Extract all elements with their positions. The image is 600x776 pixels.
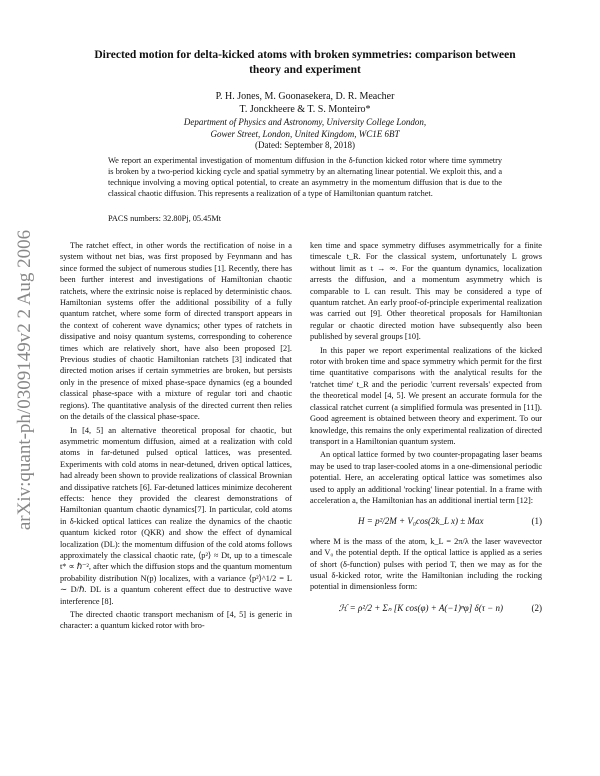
arxiv-sidebar [14, 170, 36, 590]
paper-title [70, 48, 540, 78]
affiliation-line-2: Gower Street, London, United Kingdom, WC1E 6BT [210, 129, 400, 139]
title-line-2: theory and experiment [249, 64, 361, 76]
equation-2-body: ℋ = ρ²/2 + Σₙ [K cos(φ) + A(−1)ⁿφ] δ(τ − n) [338, 602, 503, 613]
left-column [60, 240, 292, 634]
abstract: We report an experimental investigation of momentum diffusion in the δ-function kicked rotor where time symmetry is broken by a two-period kicking cycle and spatial symmetry by an alternating linear potential. We exploit this, and a technique involving a moving optical potential, to create an asymmetry in the momentum diffusion that is due to the classical chaotic diffusion. This represents a realization of a type of Hamiltonian quantum ratchet. [108, 156, 502, 198]
paragraph: where M is the mass of the atom, k_L = 2π/λ the laser wavevector and V₀ the potential depth. If the optical lattice is applied as a series of short (δ-function) pulses with period T, then we may as for the usual δ-kicked rotor, write the Hamiltonian including the rocking potential in dimensionless form: [310, 536, 542, 592]
equation-1-number: (1) [531, 516, 542, 527]
paragraph: An optical lattice formed by two counter-propagating laser beams may be used to trap laser-cooled atoms in a one-dimensional periodic potential. Here, an accelerating optical lattice was sometimes also used to apply an additional 'rocking' linear potential. In a frame with acceleration a, the Hamiltonian has an additional inertial term [12]: [310, 450, 542, 505]
paragraph: The directed chaotic transport mechanism of [4, 5] is generic in character: a quantum kicked rotor with bro- [60, 610, 292, 631]
paragraph: ken time and space symmetry diffuses asymmetrically for a finite timescale t_R. For the classical system, unfortunately L grows without limit as t → ∞. For the quantum dynamics, localization arrests the diffusion, and a momentum asymmetry which is comparable to L can result. This may be considered a type of quantum ratchet. An early proof-of-principle experimental realization was carried out [9]. Other theoretical proposals for Hamiltonian regular or chaotic directed motion have subsequently also been published by several groups [10]. [310, 241, 542, 342]
authors-line-1: P. H. Jones, M. Goonasekera, D. R. Meacher [215, 91, 395, 102]
paragraph: The ratchet effect, in other words the rectification of noise in a system without net bias, was first proposed by Feynmann and has since formed the subject of numerous studies [1]. Recently, there has been further interest and investigations of Hamiltonian chaotic ratchets, where the extrinsic noise is replaced by deterministic chaos. Hamiltonian systems offer the additional possibility of a fully quantum ratchet, where some form of directed transport appears in the context of coherent wave dynamics; other types of ratchets in dissipative and noisy quantum systems, corresponding to coherence times which are relatively short, have also been proposed [2]. Previous studies of chaotic Hamiltonian ratchets [3] indicated that directed motion arises if certain symmetries are broken, but persists only in the presence of mixed phase-space dynamics (eg a bounded classical phase-space with a mixture of regular tori and chaotic regions). The quantitative analysis of the directed current then relies on the details of the classical phase-space. [60, 241, 292, 422]
equation-1 [310, 516, 542, 527]
paragraph: In this paper we report experimental realizations of the kicked rotor with broken time and space symmetry which permit for the first time quantitative comparisons with the analytical results for the 'ratchet time' t_R and the periodic 'current reversals' expected from the theoretical model [4, 5]. We present an accurate formula for the classical ratchet current (a simplified formula was presented in [11]). Good agreement is obtained between theory and experiment. To our knowledge, this remains the only experimental realization of directed transport in a Hamiltonian quantum system. [310, 345, 542, 446]
pacs-numbers: PACS numbers: 32.80Pj, 05.45Mt [108, 214, 222, 223]
equation-2-number: (2) [531, 602, 542, 613]
equation-2 [310, 603, 542, 614]
affiliation [70, 116, 540, 140]
affiliation-line-1: Department of Physics and Astronomy, University College London, [183, 117, 427, 127]
date-line: (Dated: September 8, 2018) [255, 140, 355, 150]
title-line-1: Directed motion for delta-kicked atoms with broken symmetries: comparison between [94, 49, 516, 61]
authors [70, 90, 540, 116]
authors-line-2: T. Jonckheere & T. S. Monteiro* [239, 104, 371, 115]
arxiv-identifier: arXiv:quant-ph/0309149v2 2 Aug 2006 [14, 229, 35, 531]
equation-1-body: H = p²/2M + V₀cos(2k_L x) ± Max [358, 516, 484, 527]
paragraph: In [4, 5] an alternative theoretical proposal for chaotic, but asymmetric momentum diffusion, aimed at a realization with cold atoms in far-detuned pulsed optical lattices, was presented. Experiments with cold atoms in near-detuned, driven optical lattices, had already been shown to provide realizations of classical Brownian and dissipative ratchets [6]. Far-detuned lattices minimize decoherent effects: hence they provided the clearest demonstrations of Hamiltonian quantum chaotic dynamics[7]. In particular, cold atoms in δ-kicked optical lattices can realize the dynamics of the chaotic quantum kicked rotor (QKR) and show the effect of dynamical localization (DL): the momentum diffusion of the cold atoms follows approximately the classical chaotic rate, ⟨p²⟩ ≈ Dt, up to a timescale t* ∝ ℏ⁻², after which the diffusion stops and the quantum momentum probability distribution N(p) localizes, with a variance ⟨p²⟩^1/2 = L ∼ D/ℏ. DL is a quantum coherent effect due to destructive wave interference [8]. [60, 425, 292, 606]
right-column [310, 240, 542, 622]
